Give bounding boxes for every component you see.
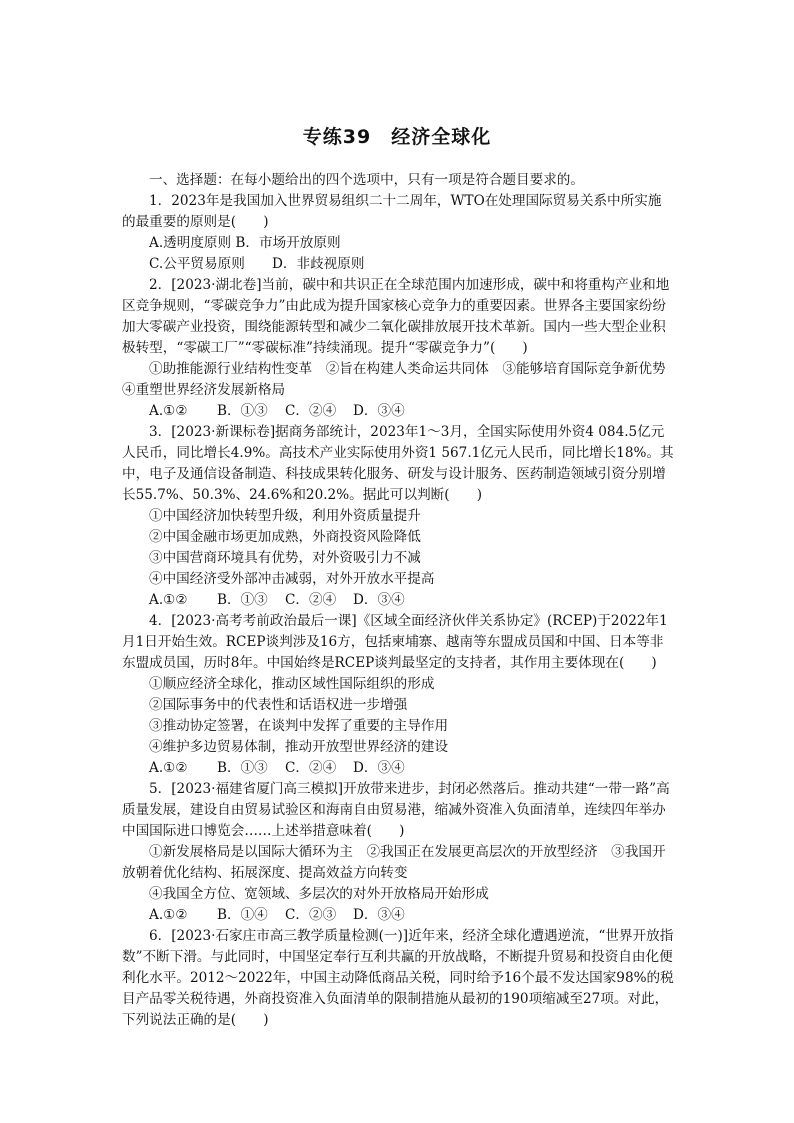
question-5-statements: ①新发展格局是以国际大循环为主 ②我国正在发展更高层次的开放型经济 ③我国开放朝着优化结构、拓展深度、提高效益方向转变 <box>122 844 666 881</box>
question-6-stem: 6．[2023·石家庄市高三教学质量检测(一)]近年来，经济全球化遭遇逆流，“世界开放指数”不断下滑。与此同时，中国坚定奉行互利共赢的开放战略，不断提升贸易和投资自由化便利化水平。2012～2022年，中国主动降低商品关税，同时给予16个最不发达国家98%的税目产品零关税待遇，外商投资准入负面清单的限制措施从最初的190项缩减至27项。对此，下列说法正确的是( ) <box>122 928 674 1028</box>
question-3-choices <box>122 590 674 611</box>
choice-c: C．②④ <box>285 760 337 776</box>
question-4-choices <box>122 758 674 779</box>
question-5-statement: ④我国全方位、宽领域、多层次的对外开放格局开始形成 <box>149 886 489 902</box>
question-1-stem: 1．2023年是我国加入世界贸易组织二十二周年，WTO在处理国际贸易关系中所实施的最重要的原则是( ) <box>122 193 662 230</box>
choice-a: A.①② <box>149 907 188 923</box>
page-title: 专练39 经济全球化 <box>302 126 492 148</box>
choice-c: C．②④ <box>285 592 337 608</box>
question-5-choices <box>122 905 674 926</box>
question-3-statement: ④中国经济受外部冲击减弱，对外开放水平提高 <box>149 571 435 587</box>
choice-c: C．②④ <box>285 403 337 419</box>
question-4-stem: 4．[2023·高考考前政治最后一课]《区域全面经济伙伴关系协定》(RCEP)于2022年1月1日开始生效。RCEP谈判涉及16方，包括柬埔寨、越南等东盟成员国和中国、日本等非东盟成员国，历时8年。中国始终是RCEP谈判最坚定的支持者，其作用主要体现在( ) <box>122 613 668 671</box>
choice-b: B．①③ <box>217 760 268 776</box>
question-4-statement: ①顺应经济全球化，推动区域性国际组织的形成 <box>149 676 435 692</box>
choice-d: D．③④ <box>353 403 405 419</box>
section-header: 一、选择题：在每小题给出的四个选项中，只有一项是符合题目要求的。 <box>149 172 584 188</box>
question-2-choices <box>122 401 674 422</box>
question-3-stem: 3．[2023·新课标卷]据商务部统计，2023年1～3月，全国实际使用外资4 084.5亿元人民币，同比增长4.9%。高技术产业实际使用外资1 567.1亿元人民币，同比增长18%。其中，电子及通信设备制造、科技成果转化服务、研发与设计服务、医药制造领域引资分别增长55.7%、50.3%、24.6%和20.2%。据此可以判断( ) <box>122 424 674 503</box>
choice-c: C．②③ <box>285 907 337 923</box>
choice-a: A.①② <box>149 592 188 608</box>
question-4-statement: ④维护多边贸易体制，推动开放型世界经济的建设 <box>149 739 449 755</box>
question-4-statement: ③推动协定签署，在谈判中发挥了重要的主导作用 <box>149 718 449 734</box>
question-content <box>122 170 680 1031</box>
question-5-stem: 5．[2023·福建省厦门高三模拟]开放带来进步，封闭必然落后。推动共建“一带一路”高质量发展，建设自由贸易试验区和海南自由贸易港，缩减外资准入负面清单，连续四年举办中国国际进口博览会……上述举措意味着( ) <box>122 781 670 839</box>
choice-d: D．③④ <box>353 592 405 608</box>
choice-d: D．③④ <box>353 907 405 923</box>
choice-b: B．①③ <box>217 403 268 419</box>
question-1-options-ab: A.透明度原则 B．市场开放原则 <box>149 235 341 251</box>
question-2-statements: ①助推能源行业结构性变革 ②旨在构建人类命运共同体 ③能够培育国际竞争新优势 ④重塑世界经济发展新格局 <box>122 361 680 398</box>
choice-a: A.①② <box>149 403 188 419</box>
choice-d: D．③④ <box>353 760 405 776</box>
question-2-stem: 2．[2023·湖北卷]当前，碳中和共识正在全球范围内加速形成，碳中和将重构产业和地区竞争规则，“零碳竞争力”由此成为提升国家核心竞争力的重要因素。世界各主要国家纷纷加大零碳产业投资，围绕能源转型和减少二氧化碳排放展开技术革新。国内一些大型企业积极转型，“零碳工厂”“零碳标准”持续涌现。提升“零碳竞争力”( ) <box>122 277 670 356</box>
question-1-options-cd: C.公平贸易原则 D．非歧视原则 <box>149 256 365 272</box>
choice-b: B．①③ <box>217 592 268 608</box>
question-4-statement: ②国际事务中的代表性和话语权进一步增强 <box>149 697 408 713</box>
question-3-statement: ③中国营商环境具有优势，对外资吸引力不减 <box>149 550 421 566</box>
choice-b: B．①④ <box>217 907 268 923</box>
choice-a: A.①② <box>149 760 188 776</box>
question-3-statement: ②中国金融市场更加成熟，外商投资风险降低 <box>149 529 421 545</box>
question-3-statement: ①中国经济加快转型升级，利用外资质量提升 <box>149 508 421 524</box>
